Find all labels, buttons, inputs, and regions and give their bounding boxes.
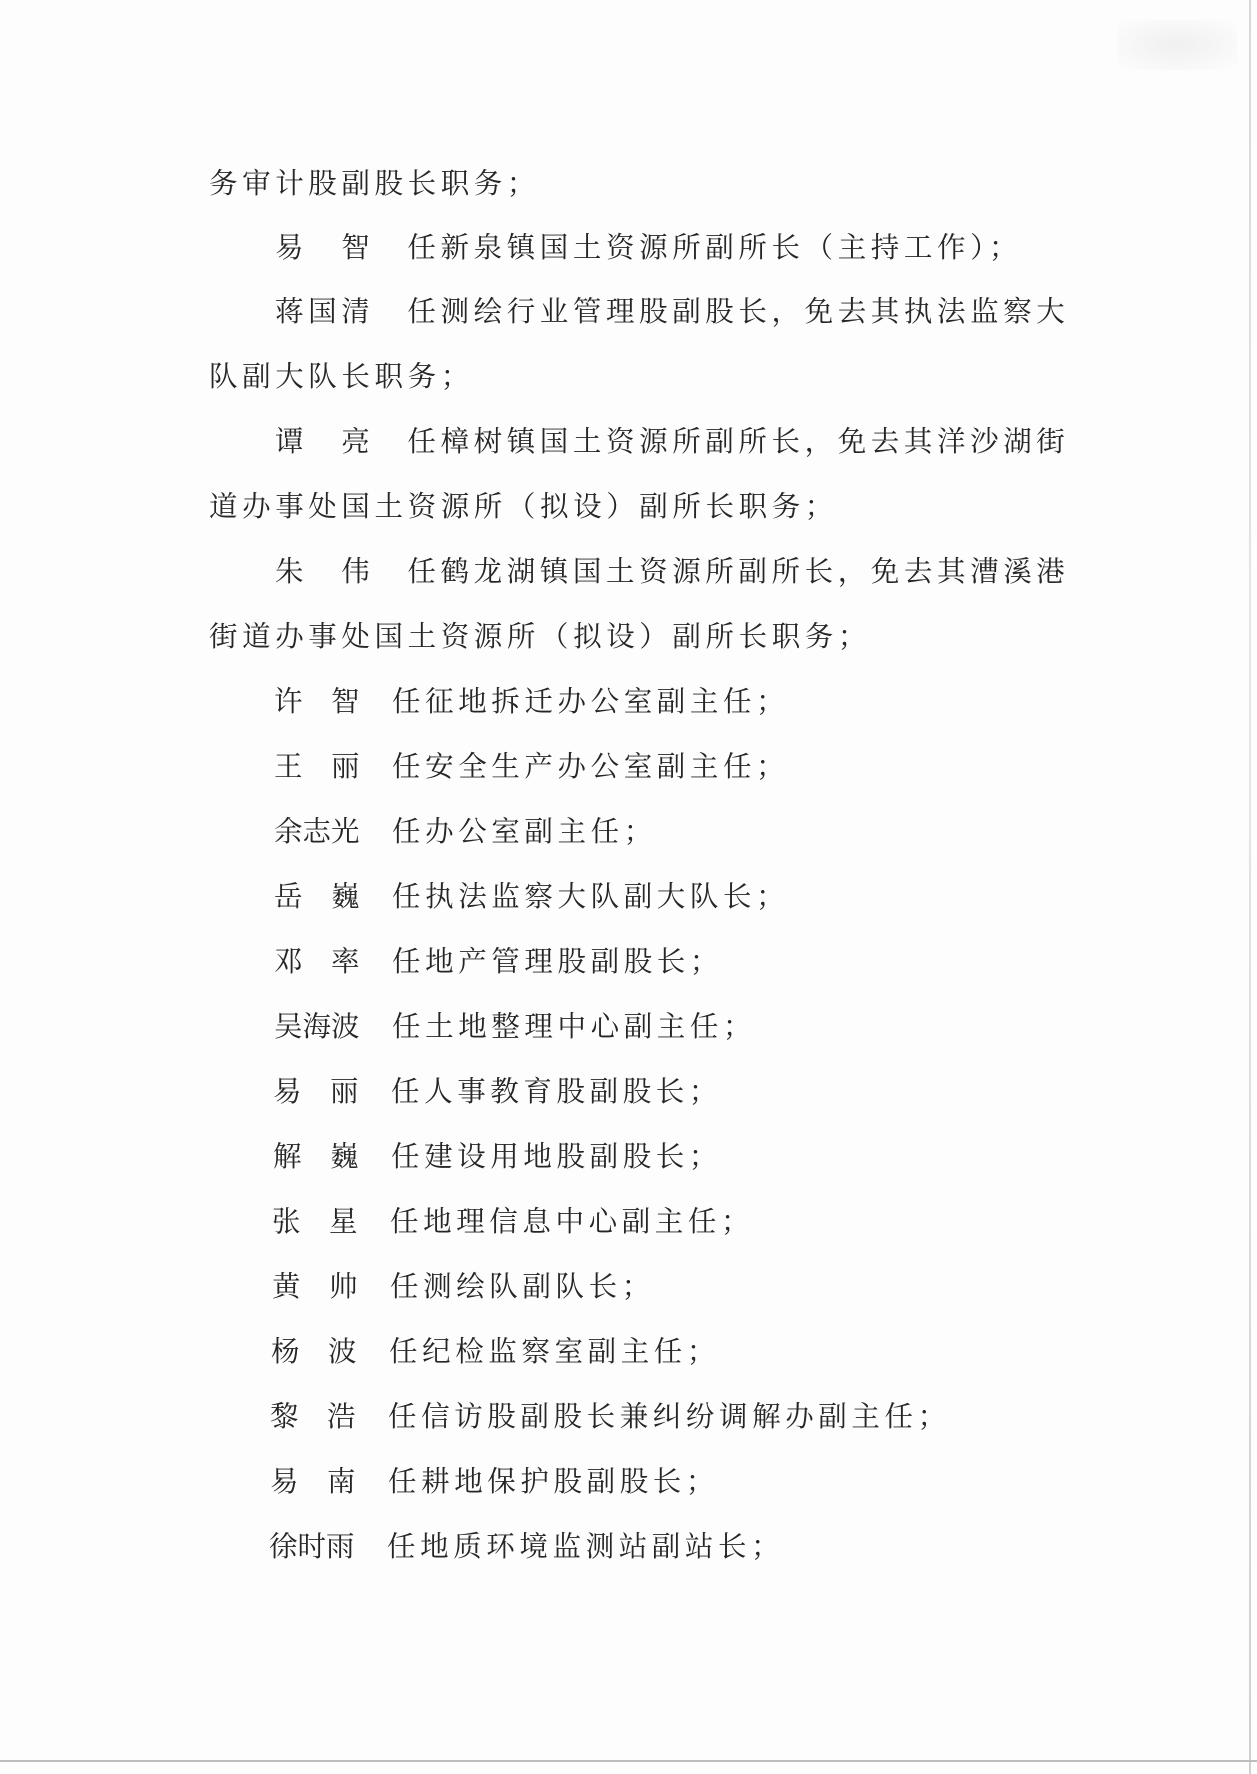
text-line-1: 务审计股副股长职务；: [209, 167, 541, 200]
person-name: 黎 浩: [270, 1400, 356, 1433]
person-name: 王 丽: [274, 750, 360, 783]
scan-mark: [1117, 20, 1237, 70]
person-name: 易 丽: [273, 1075, 359, 1108]
appointment-text: 任人事教育股副股长；: [391, 1075, 723, 1108]
appointment-text: 任纪检监察室副主任；: [389, 1335, 721, 1368]
person-name: 解 巍: [273, 1140, 359, 1173]
appointment-text: 任地产管理股副股长；: [392, 945, 724, 978]
appointment-row: [272, 1204, 754, 1240]
appointment-row: [269, 1529, 784, 1565]
person-name: 吴海波: [274, 1010, 360, 1043]
scan-edge-bottom: [0, 1760, 1257, 1762]
person-name: 张 星: [272, 1205, 358, 1238]
appointment-text: 任执法监察大队副大队长；: [392, 880, 790, 913]
appointment-text: 任办公室副主任；: [392, 815, 657, 848]
appointment-row: [270, 1399, 951, 1435]
appointment-row: [274, 944, 723, 980]
person-name: 黄 帅: [272, 1270, 358, 1303]
appointment-text: 任耕地保护股副股长；: [388, 1465, 720, 1498]
appointment-row: [274, 814, 657, 850]
person-name: 易 南: [270, 1465, 356, 1498]
appointment-row: [274, 1009, 756, 1045]
appointment-text: 任建设用地股副股长；: [391, 1140, 723, 1173]
text-line-3: 蒋国清 任测绘行业管理股副股长，免去其执法监察大: [275, 295, 1070, 328]
appointment-row: [273, 1139, 722, 1175]
appointment-text: 任地质环境监测站副站长；: [387, 1530, 785, 1563]
text-line-4: 队副大队长职务；: [209, 360, 474, 393]
appointment-row: [271, 1334, 720, 1370]
text-line-8: 街道办事处国土资源所（拟设）副所长职务；: [209, 620, 872, 653]
appointment-row: [274, 879, 789, 915]
appointment-text: 任地理信息中心副主任；: [390, 1205, 755, 1238]
appointment-text: 任土地整理中心副主任；: [392, 1010, 757, 1043]
text-line-2: 易 智 任新泉镇国土资源所副所长（主持工作）；: [275, 231, 1023, 264]
person-name: 徐时雨: [269, 1530, 355, 1563]
text-line-5: 谭 亮 任樟树镇国土资源所副所长，免去其洋沙湖街: [275, 425, 1070, 458]
person-name: 岳 巍: [274, 880, 360, 913]
appointment-row: [272, 1269, 655, 1305]
appointment-row: [274, 749, 789, 785]
text-line-7: 朱 伟 任鹤龙湖镇国土资源所副所长，免去其漕溪港: [275, 555, 1070, 588]
person-name: 邓 率: [274, 945, 360, 978]
scan-edge: [1249, 0, 1251, 1774]
appointment-row: [274, 684, 789, 720]
person-name: 余志光: [274, 815, 360, 848]
appointment-row: [270, 1464, 719, 1500]
person-name: 许 智: [274, 685, 360, 718]
appointment-text: 任测绘队副队长；: [390, 1270, 655, 1303]
appointment-row: [273, 1074, 722, 1110]
appointment-text: 任信访股副股长兼纠纷调解办副主任；: [388, 1400, 951, 1433]
text-line-6: 道办事处国土资源所（拟设）副所长职务；: [209, 490, 838, 523]
person-name: 杨 波: [271, 1335, 357, 1368]
appointment-text: 任安全生产办公室副主任；: [392, 750, 790, 783]
appointment-text: 任征地拆迁办公室副主任；: [392, 685, 790, 718]
